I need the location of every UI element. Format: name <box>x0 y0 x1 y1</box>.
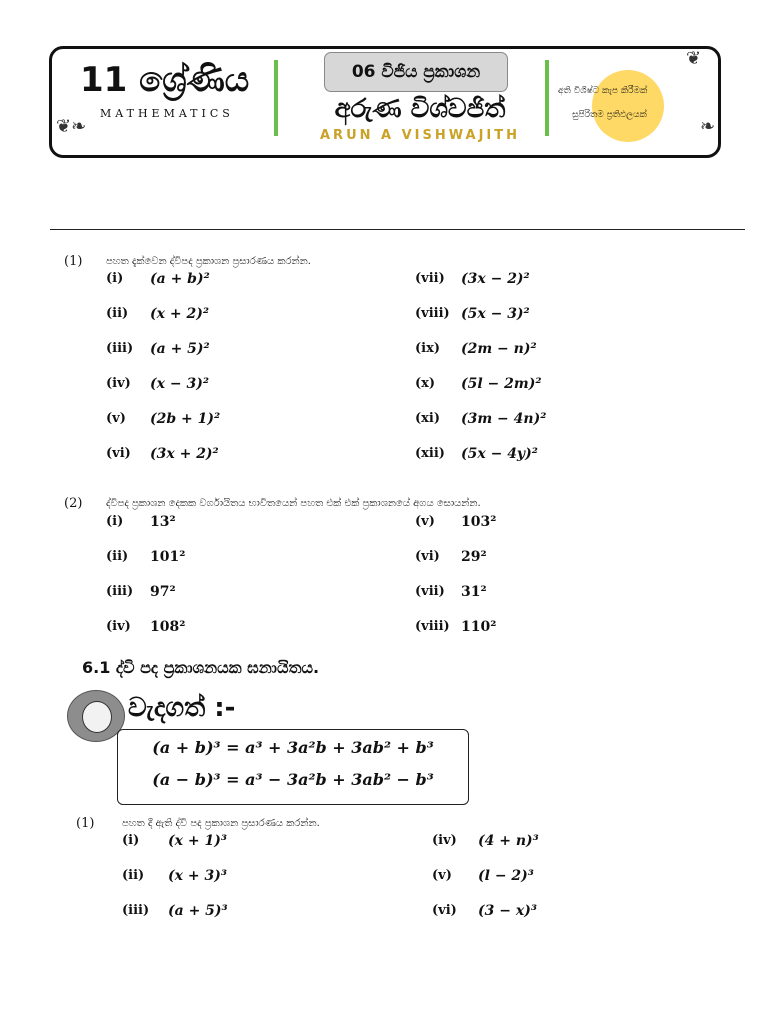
list-item: (ii) (x + 3)³ <box>122 868 227 884</box>
author-name-sinhala: අරුණ විශ්වජිත් <box>334 94 506 124</box>
question-number: (2) <box>64 496 83 511</box>
note-heading: වැදගත් :- <box>128 693 236 723</box>
list-item: (viii) 110² <box>415 619 497 635</box>
list-item: (ii) (x + 2)² <box>106 306 209 322</box>
list-item: (iv) (x − 3)² <box>106 376 209 392</box>
list-item: (vi) (3x + 2)² <box>106 446 219 462</box>
list-item: (viii) (5x − 3)² <box>415 306 530 322</box>
list-item: (i) 13² <box>106 514 176 530</box>
unit-title: 06 විජිය ප්‍රකාශන <box>324 52 508 92</box>
list-item: (vi) (3 − x)³ <box>432 903 537 919</box>
divider <box>274 60 278 136</box>
floral-ornament-icon: ❦ <box>686 48 702 69</box>
list-item: (i) (x + 1)³ <box>122 833 227 849</box>
list-item: (iii) (a + 5)² <box>106 341 210 357</box>
question-number: (1) <box>76 816 95 831</box>
divider <box>545 60 549 136</box>
question-instruction: පහත දැක්වෙන ද්විපද ප්‍රකාශන ප්‍රසාරණය කරන්න. <box>106 256 311 267</box>
question-number: (1) <box>64 254 83 269</box>
list-item: (iv) 108² <box>106 619 186 635</box>
grade-title: 11 ශ්‍රේණිය <box>80 60 250 100</box>
list-item: (v) (l − 2)³ <box>432 868 534 884</box>
question-instruction: ද්විපද ප්‍රකාශන දෙකක වර්ගායිතය භාවිතයෙන් පහත එක් එක් ප්‍රකාශනයේ අගය සොයන්න. <box>106 498 481 509</box>
list-item: (vi) 29² <box>415 549 487 565</box>
question-instruction: පහත දී ඇති ද්වි පද ප්‍රකාශන ප්‍රසාරණය කරන්න. <box>122 818 320 829</box>
list-item: (ix) (2m − n)² <box>415 341 537 357</box>
list-item: (xi) (3m − 4n)² <box>415 411 547 427</box>
section-title: 6.1 ද්වි පද ප්‍රකාශනයක ඝනායිතය. <box>82 658 320 677</box>
subject-label: MATHEMATICS <box>100 107 234 120</box>
list-item: (v) (2b + 1)² <box>106 411 221 427</box>
formula-cube-sum: (a + b)³ = a³ + 3a²b + 3ab² + b³ <box>152 738 434 757</box>
list-item: (vii) (3x − 2)² <box>415 271 530 287</box>
tagline: අති විශිෂ්ට කැප කිරීමක් <box>558 86 648 96</box>
floral-ornament-icon: ❦❧ <box>56 116 87 137</box>
floral-ornament-icon: ❧ <box>700 116 716 137</box>
list-item: (iii) 97² <box>106 584 176 600</box>
list-item: (ii) 101² <box>106 549 186 565</box>
list-item: (vii) 31² <box>415 584 487 600</box>
author-name-english: ARUN A VISHWAJITH <box>320 128 520 143</box>
list-item: (i) (a + b)² <box>106 271 210 287</box>
list-item: (v) 103² <box>415 514 497 530</box>
sun-decoration-icon <box>592 70 664 142</box>
list-item: (xii) (5x − 4y)² <box>415 446 538 462</box>
list-item: (iii) (a + 5)³ <box>122 903 228 919</box>
horizontal-rule <box>50 229 745 230</box>
list-item: (x) (5l − 2m)² <box>415 376 542 392</box>
formula-cube-difference: (a − b)³ = a³ − 3a²b + 3ab² − b³ <box>152 770 434 789</box>
tagline: සුපිරිතම ප්‍රතිඵලයක් <box>572 110 647 120</box>
list-item: (iv) (4 + n)³ <box>432 833 539 849</box>
